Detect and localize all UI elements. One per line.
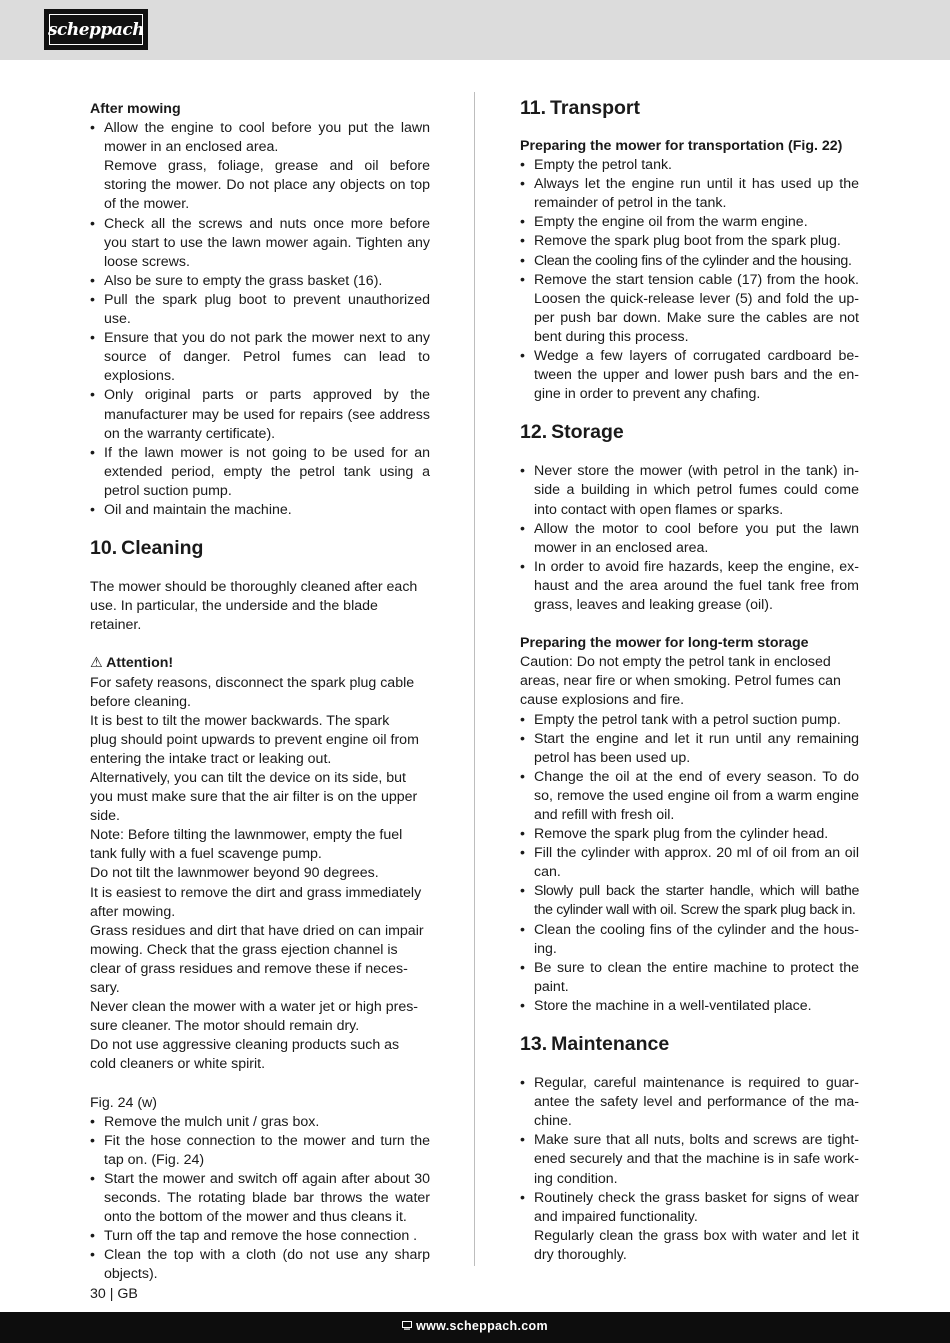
list-item: • Oil and maintain the machine. xyxy=(90,501,430,520)
list-item: • Routinely check the grass basket for signs of wear and impaired functionality. Regularly clean the grass box with water and let it dry thoroughly. xyxy=(520,1189,859,1265)
list-item: • Ensure that you do not park the mower next to any source of danger. Petrol fumes can lead to explosions. xyxy=(90,329,430,386)
cleaning-text-line: entering the intake tract or leaking out. xyxy=(90,750,332,767)
list-item: • Check all the screws and nuts once more before you start to use the lawn mower again. Tighten any loose screws. xyxy=(90,215,430,272)
cleaning-text-line: Note: Before tilting the lawnmower, empty the fuel xyxy=(90,827,403,844)
list-item: • Fit the hose connection to the mower and turn the tap on. (Fig. 24) xyxy=(90,1132,430,1170)
section-heading-cleaning: 10. Cleaning xyxy=(90,537,204,560)
storage-caution: Caution: Do not empty the petrol tank in enclosed areas, near fire or when smoking. Petrol fumes can cause explosions and fire. xyxy=(520,654,841,709)
transport-list xyxy=(520,156,859,404)
cleaning-text-line: you must make sure that the air filter is on the upper xyxy=(90,789,418,806)
cleaning-text-line: mowing. Check that the grass ejection channel is xyxy=(90,941,398,958)
cleaning-text xyxy=(90,674,430,1075)
website-link[interactable]: www.scheppach.com xyxy=(416,1319,548,1333)
list-item: • Empty the petrol tank. xyxy=(520,156,859,175)
cleaning-text-line: sure cleaner. The motor should remain dry. xyxy=(90,1018,360,1035)
list-item: • Make sure that all nuts, bolts and screws are tight-ened securely and that the machine is in safe work-ing condition. xyxy=(520,1131,859,1188)
cleaning-text-line: before cleaning. xyxy=(90,693,191,710)
list-item: • Also be sure to empty the grass basket (16). xyxy=(90,272,430,291)
cleaning-text-line: Never clean the mower with a water jet or high pres- xyxy=(90,999,419,1016)
list-item: • Be sure to clean the entire machine to protect the paint. xyxy=(520,959,859,997)
list-item: • Allow the engine to cool before you put the lawn mower in an enclosed area. Remove grass, foliage, grease and oil before storing the mower. Do not place any objects on top of the mower. xyxy=(90,119,430,214)
cleaning-text-line: clear of grass residues and remove these if neces- xyxy=(90,960,408,977)
list-item: • Change the oil at the end of every season. To do so, remove the used engine oil from a warm engine and refill with fresh oil. xyxy=(520,768,859,825)
cleaning-text-line: cold cleaners or white spirit. xyxy=(90,1056,266,1073)
list-item: • Always let the engine run until it has used up the remainder of petrol in the tank. xyxy=(520,175,859,213)
cleaning-text-line: after mowing. xyxy=(90,903,176,920)
section-heading-maintenance: 13. Maintenance xyxy=(520,1033,670,1056)
logo-text: scheppach xyxy=(47,19,145,40)
list-item: • Fill the cylinder with approx. 20 ml of oil from an oil can. xyxy=(520,844,859,882)
warning-icon: ⚠ xyxy=(90,655,103,672)
footer-band xyxy=(0,1312,950,1343)
list-item: • Allow the motor to cool before you put the lawn mower in an enclosed area. xyxy=(520,520,859,558)
list-item: • Remove the mulch unit / gras box. xyxy=(90,1113,430,1132)
after-mowing-heading: After mowing xyxy=(90,101,181,117)
list-item: • If the lawn mower is not going to be used for an extended period, empty the petrol tank using a petrol suction pump. xyxy=(90,444,430,501)
cleaning-text-line: tank fully with a fuel scavenge pump. xyxy=(90,846,322,863)
list-item: • Empty the engine oil from the warm engine. xyxy=(520,213,859,232)
cleaning-text-line: Do not use aggressive cleaning products such as xyxy=(90,1037,400,1054)
attention-heading: ⚠ Attention! xyxy=(90,655,174,672)
cleaning-intro-line: use. In particular, the underside and the blade retainer. xyxy=(90,598,378,634)
list-item: • Start the engine and let it run until any remaining petrol has been used up. xyxy=(520,730,859,768)
list-item: • Store the machine in a well-ventilated place. xyxy=(520,997,859,1016)
list-item: • Remove the start tension cable (17) from the hook. Loosen the quick-release lever (5) and fold the up-per push bar down. Make sure the cables are not bent during this process. xyxy=(520,271,859,347)
list-item: • Pull the spark plug boot to prevent unauthorized use. xyxy=(90,291,430,329)
monitor-icon xyxy=(402,1321,412,1333)
cleaning-list xyxy=(90,1113,430,1285)
list-item: • Clean the cooling fins of the cylinder and the hous-ing. xyxy=(520,921,859,959)
page-number: 30 | GB xyxy=(90,1286,138,1302)
list-item: • Start the mower and switch off again after about 30 seconds. The rotating blade bar throws the water onto the bottom of the mower and thus cleans it. xyxy=(90,1170,430,1227)
transport-subheading: Preparing the mower for transportation (Fig. 22) xyxy=(520,138,843,154)
list-item: • Empty the petrol tank with a petrol suction pump. xyxy=(520,711,859,730)
header-band xyxy=(0,0,950,60)
list-item: • Never store the mower (with petrol in the tank) in-side a building in which petrol fumes could come into contact with open flames or sparks. xyxy=(520,462,859,519)
cleaning-text-line: It is best to tilt the mower backwards. The spark xyxy=(90,712,390,729)
after-mowing-list xyxy=(90,119,430,520)
list-item: • Clean the cooling fins of the cylinder and the housing. xyxy=(520,252,859,271)
figure-reference: Fig. 24 (w) xyxy=(90,1094,158,1111)
long-term-storage-list xyxy=(520,711,859,1017)
cleaning-intro-line: The mower should be thoroughly cleaned after each xyxy=(90,579,418,596)
cleaning-text-line: Grass residues and dirt that have dried on can impair xyxy=(90,922,424,939)
right-column xyxy=(520,97,859,1265)
brand-logo xyxy=(44,9,148,50)
list-item: • In order to avoid fire hazards, keep the engine, ex-haust and the area around the fuel tank free from grass, leaves and leaking grease (oil). xyxy=(520,558,859,615)
section-heading-storage: 12. Storage xyxy=(520,421,624,444)
long-term-storage-subheading: Preparing the mower for long-term storage xyxy=(520,635,809,652)
cleaning-text-line: For safety reasons, disconnect the spark plug cable xyxy=(90,674,415,691)
cleaning-text-line: plug should point upwards to prevent engine oil from xyxy=(90,731,419,748)
cleaning-text-line: Do not tilt the lawnmower beyond 90 degrees. xyxy=(90,865,379,882)
list-item: • Clean the top with a cloth (do not use any sharp objects). xyxy=(90,1246,430,1284)
list-item: • Remove the spark plug from the cylinder head. xyxy=(520,825,859,844)
list-item: • Turn off the tap and remove the hose connection . xyxy=(90,1227,430,1246)
list-item: • Only original parts or parts approved by the manufacturer may be used for repairs (see address on the warranty certificate). xyxy=(90,386,430,443)
cleaning-text-line: side. xyxy=(90,808,120,825)
list-item: • Regular, careful maintenance is required to guar-antee the safety level and performance of the ma-chine. xyxy=(520,1074,859,1131)
maintenance-list xyxy=(520,1074,859,1265)
storage-list xyxy=(520,462,859,615)
list-item: • Remove the spark plug boot from the spark plug. xyxy=(520,232,859,251)
list-item: • Slowly pull back the starter handle, which will bathe the cylinder wall with oil. Screw the spark plug back in. xyxy=(520,882,859,920)
cleaning-text-line: It is easiest to remove the dirt and grass immediately xyxy=(90,884,422,901)
list-item: • Wedge a few layers of corrugated cardboard be-tween the upper and lower push bars and the en-gine in order to prevent any chafing. xyxy=(520,347,859,404)
column-divider xyxy=(474,92,475,1266)
left-column xyxy=(90,100,430,1285)
section-heading-transport: 11. Transport xyxy=(520,97,640,119)
cleaning-text-line: sary. xyxy=(90,980,120,997)
cleaning-text-line: Alternatively, you can tilt the device on its side, but xyxy=(90,770,406,786)
